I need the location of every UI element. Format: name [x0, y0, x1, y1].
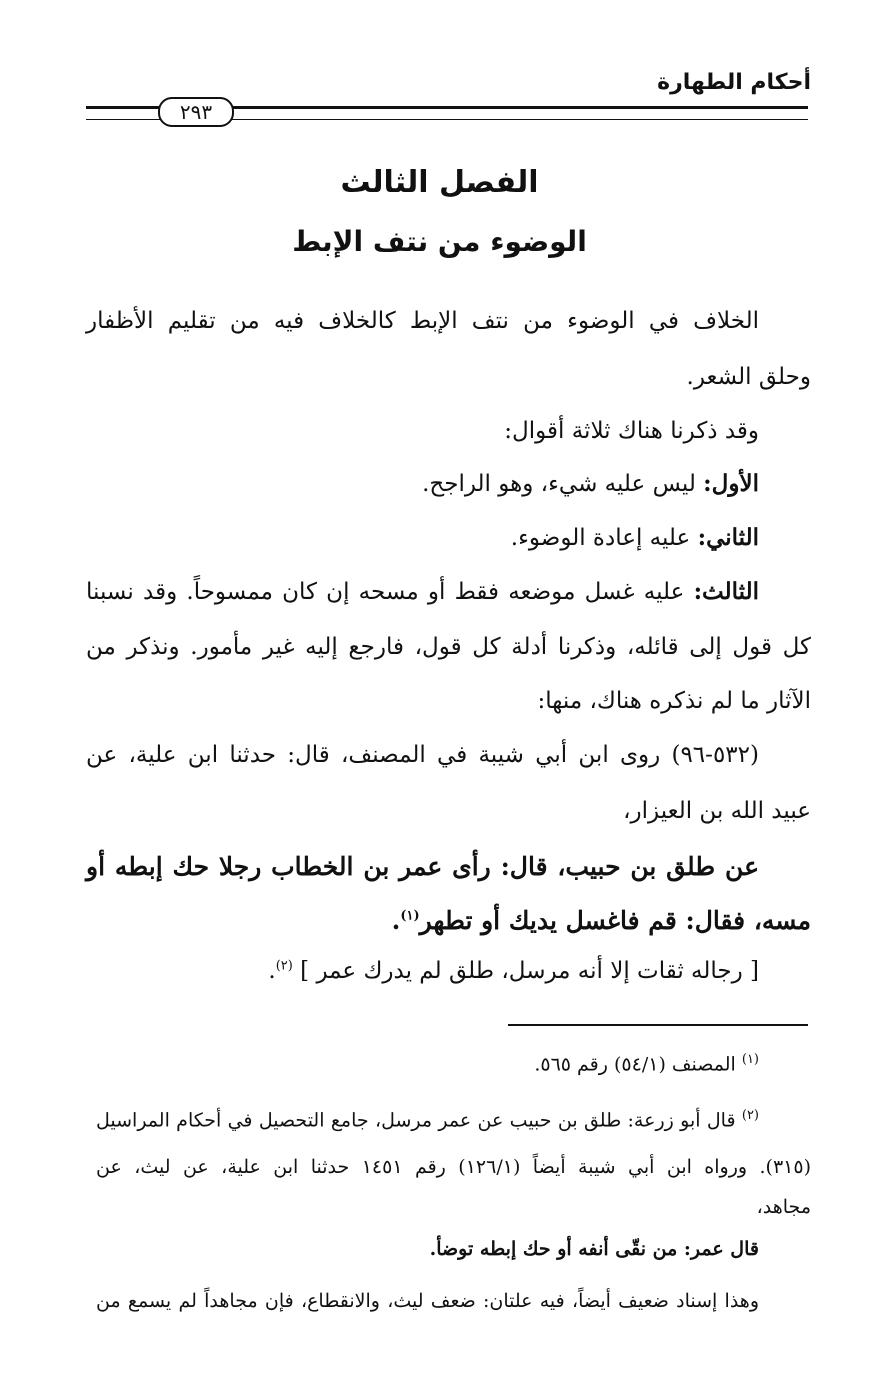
paragraph-line: الخلاف في الوضوء من نتف الإبط كالخلاف فيه من تقليم الأظفار: [86, 308, 759, 334]
footnote-line: (٣١٥). ورواه ابن أبي شيبة أيضاً (١٢٦/١) رقم ١٤٥١ حدثنا ابن علية، عن ليث، عن: [96, 1156, 811, 1178]
footnote-text: قال أبو زرعة: طلق بن حبيب عن عمر مرسل، جامع التحصيل في أحكام المراسيل: [96, 1109, 742, 1132]
page-number: ٢٩٣: [158, 97, 234, 127]
footnote-mark: (١): [741, 1052, 759, 1067]
footnote-ref: (٢): [275, 958, 293, 974]
section-title: الوضوء من نتف الإبط: [292, 225, 587, 258]
narration-line: عن طلق بن حبيب، قال: رأى عمر بن الخطاب رجلا حك إبطه أو: [86, 852, 759, 881]
paragraph-line: وحلق الشعر.: [686, 364, 811, 390]
paragraph-line: وقد ذكرنا هناك ثلاثة أقوال:: [504, 418, 759, 444]
opinion-label: الثالث:: [693, 578, 759, 605]
opinion-third: [86, 578, 759, 607]
hadith-chain-line: (٥٣٢-٩٦) روى ابن أبي شيبة في المصنف، قال: حدثنا ابن علية، عن: [86, 742, 759, 768]
running-header-title: أحكام الطهارة: [657, 70, 811, 95]
opinion-text: ليس عليه شيء، وهو الراجح.: [422, 471, 704, 497]
footnote-mark: (٢): [741, 1108, 759, 1123]
footnote-separator: [508, 1024, 808, 1026]
footnote-ref: (١): [400, 908, 420, 924]
narration-text: مسه، فقال: قم فاغسل يديك أو تطهر: [419, 906, 811, 935]
footnote-2: [96, 1108, 759, 1132]
footnote-line: مجاهد،: [756, 1196, 811, 1218]
opinion-second: [511, 524, 759, 553]
paragraph-line: الآثار ما لم نذكره هناك، منها:: [537, 688, 811, 714]
footnote-1: [534, 1052, 759, 1076]
paragraph-line: كل قول إلى قائله، وذكرنا أدلة كل قول، فارجع إليه غير مأمور. ونذكر من: [86, 634, 811, 660]
grading-line: [ رجاله ثقات إلا أنه مرسل، طلق لم يدرك عمر ] $^{(٢)}$.: [268, 958, 759, 984]
hadith-chain-line: عبيد الله بن العيزار،: [623, 798, 811, 824]
opinion-text: عليه غسل موضعه فقط أو مسحه إن كان ممسوحاً. وقد نسبنا: [86, 579, 694, 605]
opinion-label: الأول:: [703, 470, 759, 497]
opinion-first: [422, 470, 759, 499]
grading-text: [ رجاله ثقات إلا أنه مرسل، طلق لم يدرك عمر ]: [300, 958, 759, 984]
footnote-line: وهذا إسناد ضعيف أيضاً، فيه علتان: ضعف ليث، والانقطاع، فإن مجاهداً لم يسمع من: [96, 1290, 759, 1312]
narration-line: مسه، فقال: قم فاغسل يديك أو تطهر$^{(١)}$.: [391, 906, 811, 935]
footnote-text: المصنف (٥٤/١) رقم ٥٦٥.: [534, 1053, 742, 1076]
opinion-text: عليه إعادة الوضوء.: [510, 525, 698, 551]
chapter-heading: الفصل الثالث: [340, 165, 539, 200]
opinion-label: الثاني:: [697, 524, 759, 551]
footnote-line: قال عمر: من نقّى أنفه أو حك إبطه توضأ.: [429, 1238, 759, 1260]
